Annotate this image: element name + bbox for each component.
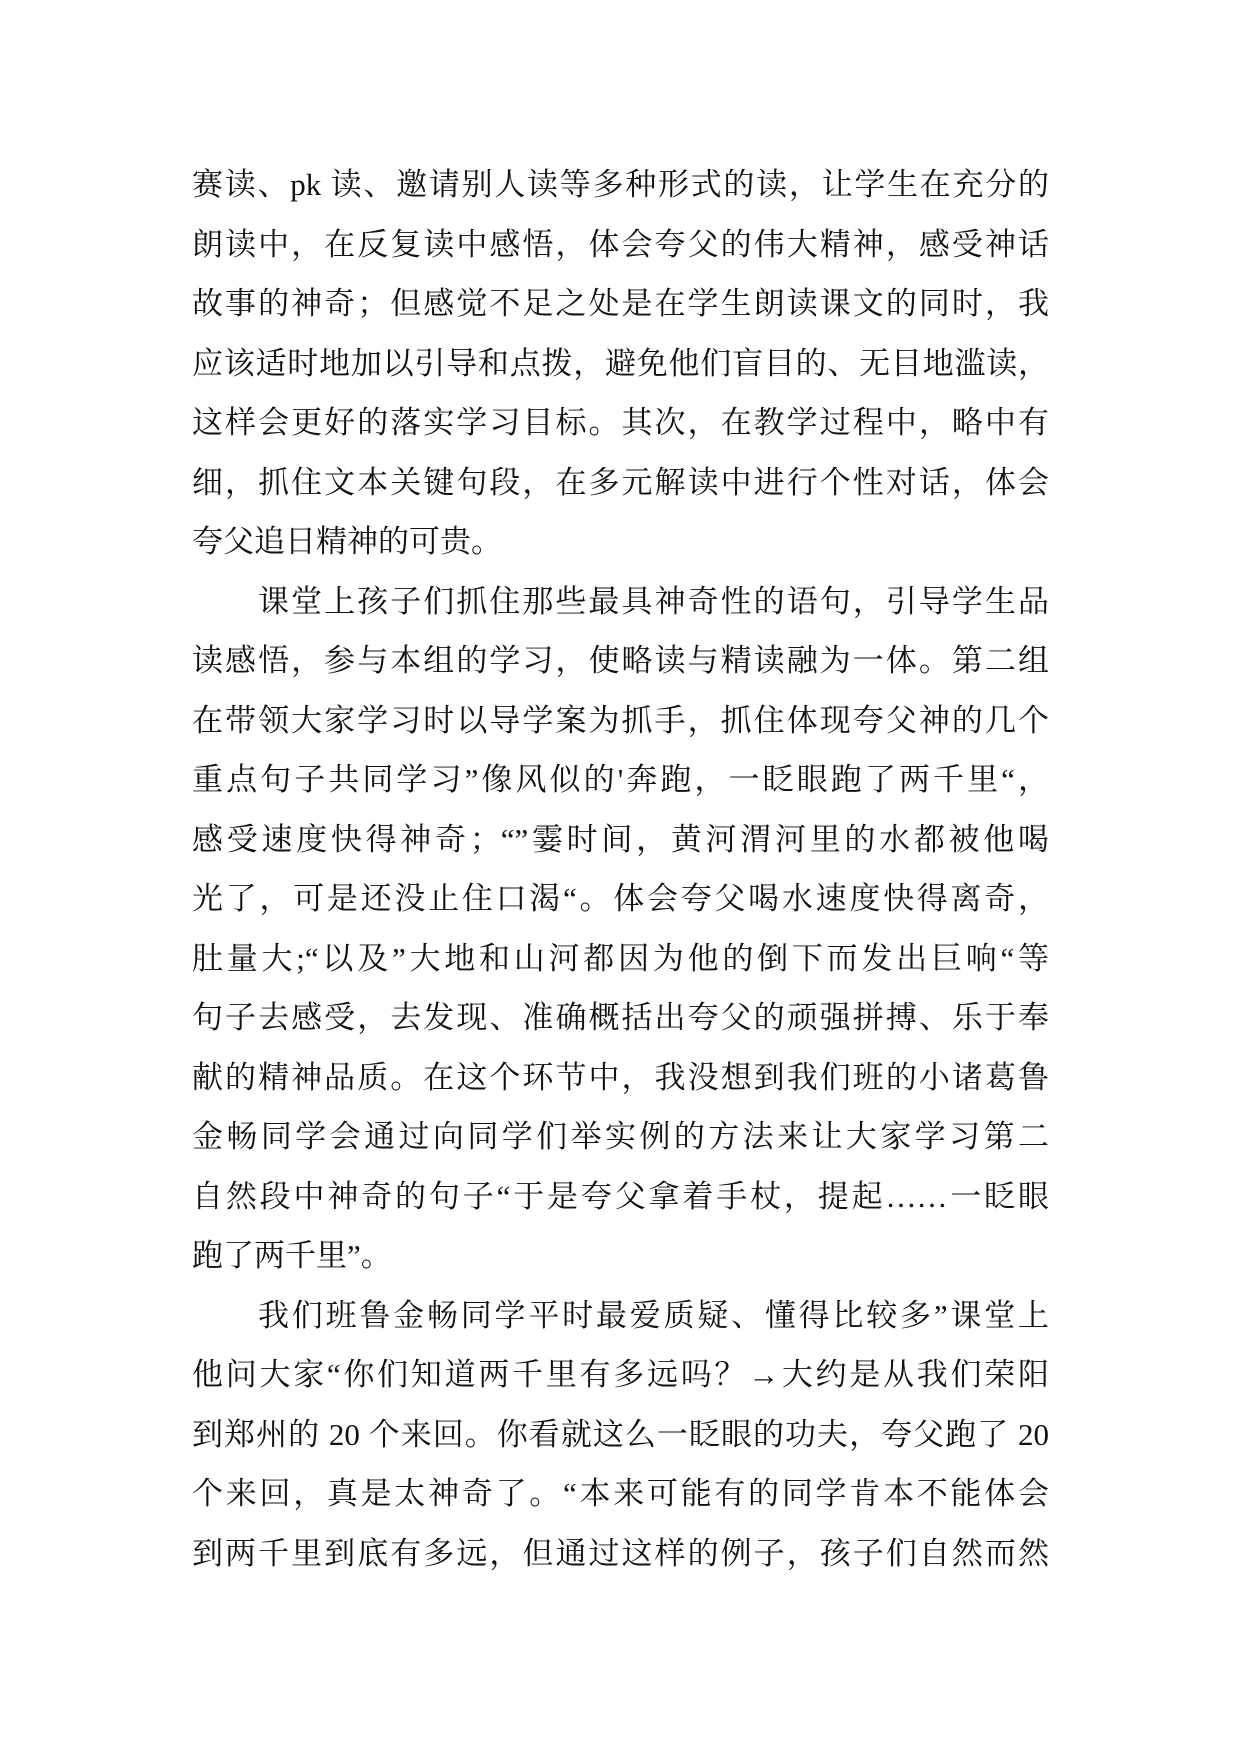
document-body bbox=[192, 155, 1049, 1583]
text-line: 课堂上孩子们抓住那些最具神奇性的语句，引导学生品 bbox=[258, 583, 1049, 619]
text-line: 金畅同学会通过向同学们举实例的方法来让大家学习第二 bbox=[192, 1119, 1049, 1154]
text-line: 细，抓住文本关键句段，在多元解读中进行个性对话，体会 bbox=[192, 464, 1049, 500]
text-line: 个来回，真是太神奇了。“本来可能有的同学肯本不能体会 bbox=[192, 1476, 1049, 1511]
text-line: 夸父追日精神的可贵。 bbox=[192, 524, 502, 559]
text-line: 到两千里到底有多远，但通过这样的例子，孩子们自然而然 bbox=[192, 1535, 1049, 1571]
text-line: 献的精神品质。在这个环节中，我没想到我们班的小诸葛鲁 bbox=[192, 1059, 1049, 1095]
text-line: 朗读中，在反复读中感悟，体会夸父的伟大精神，感受神话 bbox=[192, 226, 1049, 262]
text-line: 跑了两千里”。 bbox=[192, 1238, 392, 1273]
text-line: 肚量大;“以及”大地和山河都因为他的倒下而发出巨响“等 bbox=[192, 940, 1049, 976]
text-line: 光了，可是还没止住口渴“。体会夸父喝水速度快得离奇， bbox=[192, 881, 1049, 916]
text-line: 自然段中神奇的句子“于是夸父拿着手杖，提起……一眨眼 bbox=[192, 1178, 1049, 1214]
paragraph-3 bbox=[192, 1286, 1049, 1584]
text-line: 句子去感受，去发现、准确概括出夸父的顽强拼搏、乐于奉 bbox=[192, 1000, 1049, 1035]
text-line: 应该适时地加以引导和点拨，避免他们盲目的、无目地滥读， bbox=[192, 345, 1049, 381]
text-line: 他问大家“你们知道两千里有多远吗？→大约是从我们荣阳 bbox=[192, 1357, 1049, 1392]
text-line: 赛读、pk 读、邀请别人读等多种形式的读，让学生在充分的 bbox=[192, 167, 1049, 202]
text-line: 我们班鲁金畅同学平时最爱质疑、懂得比较多”课堂上 bbox=[258, 1297, 1049, 1333]
text-line: 重点句子共同学习”像风似的'奔跑，一眨眼跑了两千里“， bbox=[192, 762, 1049, 797]
text-line: 在带领大家学习时以导学案为抓手，抓住体现夸父神的几个 bbox=[192, 702, 1049, 738]
text-line: 这样会更好的落实学习目标。其次，在教学过程中，略中有 bbox=[192, 405, 1049, 440]
text-line: 感受速度快得神奇；“”霎时间，黄河渭河里的水都被他喝 bbox=[192, 821, 1049, 857]
paragraph-1 bbox=[192, 155, 1049, 572]
paragraph-2 bbox=[192, 572, 1049, 1286]
text-line: 到郑州的 20 个来回。你看就这么一眨眼的功夫，夸父跑了 20 bbox=[192, 1416, 1049, 1452]
text-line: 故事的神奇；但感觉不足之处是在学生朗读课文的同时，我 bbox=[192, 286, 1049, 321]
text-line: 读感悟，参与本组的学习，使略读与精读融为一体。第二组 bbox=[192, 643, 1049, 678]
